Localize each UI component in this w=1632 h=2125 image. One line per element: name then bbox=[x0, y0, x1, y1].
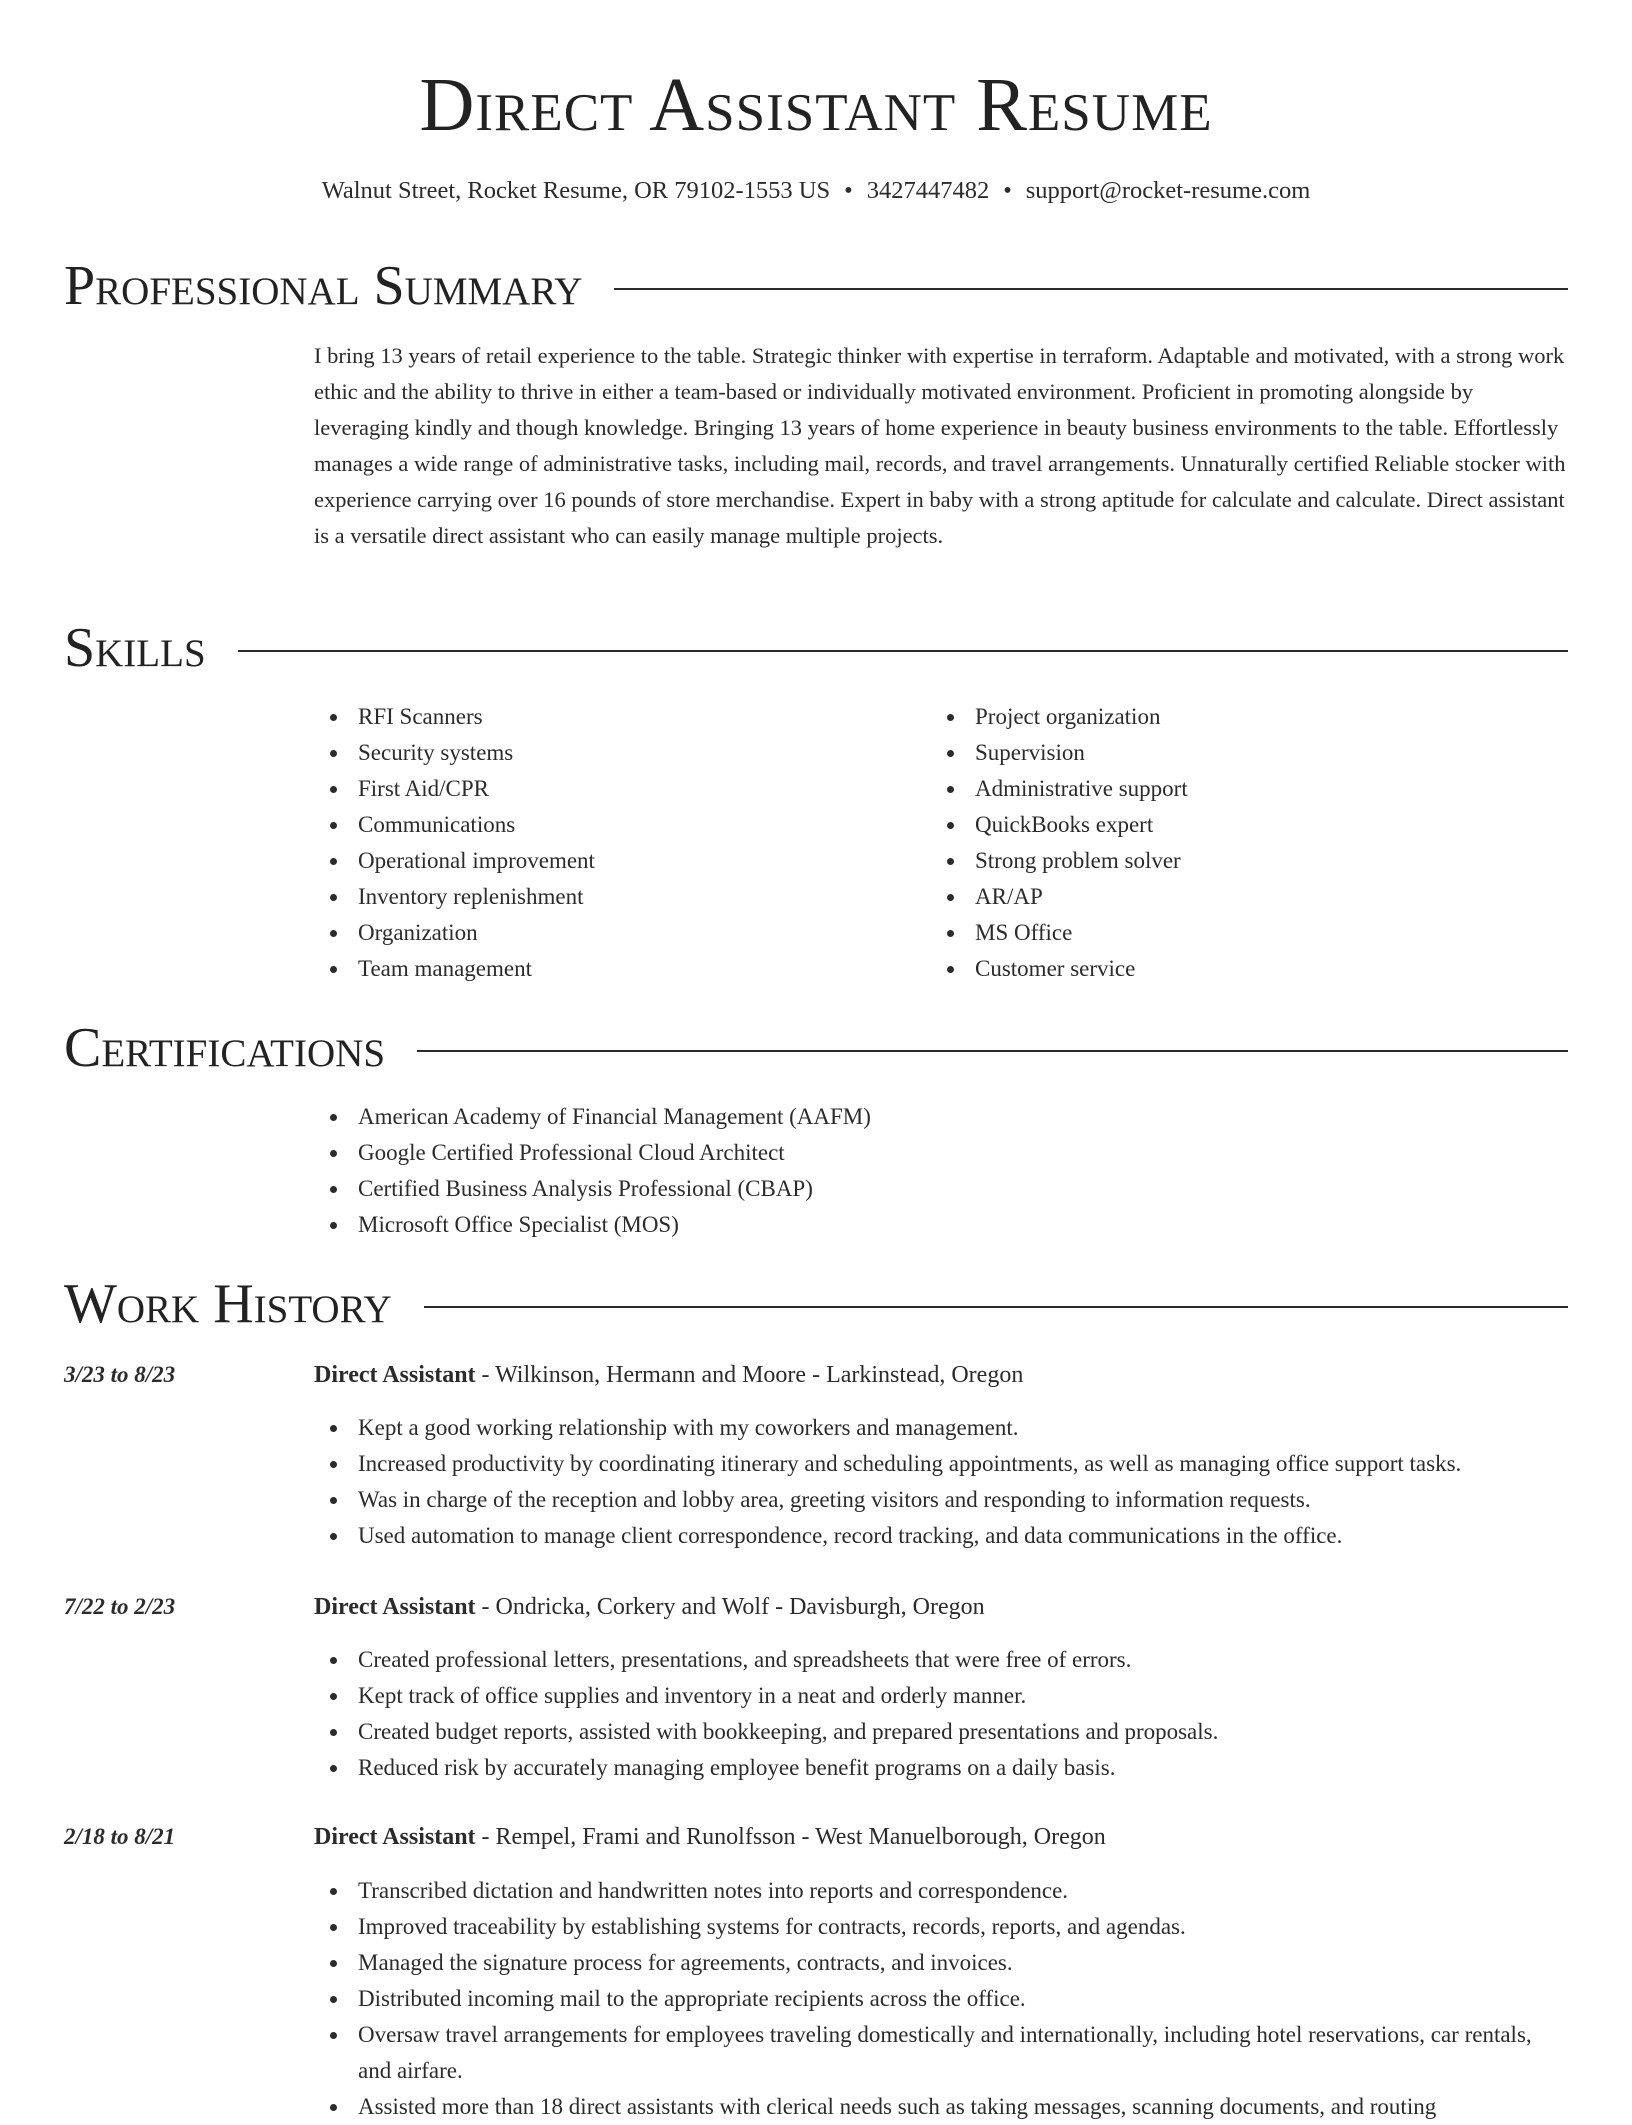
contact-separator: • bbox=[1003, 177, 1012, 204]
job-title-line bbox=[314, 1589, 985, 1625]
page-title: Direct Assistant Resume bbox=[419, 63, 1213, 147]
job-duty-item: Managed the signature process for agreements, contracts, and invoices. bbox=[314, 1945, 1568, 1981]
contact-address: Walnut Street, Rocket Resume, OR 79102-1553 US bbox=[321, 177, 831, 204]
skill-item: Inventory replenishment bbox=[314, 879, 914, 915]
skill-item: Supervision bbox=[931, 735, 1531, 771]
skill-item: Strong problem solver bbox=[931, 843, 1531, 879]
job-duty-item: Improved traceability by establishing systems for contracts, records, reports, and agendas. bbox=[314, 1909, 1568, 1945]
job-dates: 7/22 to 2/23 bbox=[64, 1594, 176, 1619]
job-title-line bbox=[314, 1819, 1106, 1855]
job-duty-item: Was in charge of the reception and lobby area, greeting visitors and responding to information requests. bbox=[314, 1482, 1568, 1518]
skill-item: Project organization bbox=[931, 699, 1531, 735]
skill-item: Organization bbox=[314, 915, 914, 951]
job-dates: 2/18 to 8/21 bbox=[64, 1824, 176, 1849]
job-duties-list bbox=[314, 1873, 1568, 2125]
section-divider bbox=[417, 1050, 1568, 1052]
certification-item: American Academy of Financial Management (AAFM) bbox=[314, 1099, 1568, 1135]
job-employer-location: - Ondricka, Corkery and Wolf - Davisburgh, Oregon bbox=[475, 1594, 985, 1620]
job-dates: 3/23 to 8/23 bbox=[64, 1362, 176, 1387]
job-duty-item: Increased productivity by coordinating itinerary and scheduling appointments, as well as managing office support tasks. bbox=[314, 1446, 1568, 1482]
contact-separator: • bbox=[844, 177, 853, 204]
job-duties-list bbox=[314, 1410, 1568, 1554]
skill-item: Team management bbox=[314, 951, 914, 987]
job-title: Direct Assistant bbox=[314, 1362, 476, 1388]
skills-list-left bbox=[314, 699, 914, 987]
job-duty-item: Used automation to manage client correspondence, record tracking, and data communications in the office. bbox=[314, 1518, 1568, 1554]
work-history-heading: Work History bbox=[64, 1273, 392, 1335]
job-employer-location: - Wilkinson, Hermann and Moore - Larkinstead, Oregon bbox=[475, 1362, 1024, 1388]
job-employer-location: - Rempel, Frami and Runolfsson - West Manuelborough, Oregon bbox=[475, 1824, 1106, 1850]
skills-section-header bbox=[64, 616, 1568, 680]
job-duty-item: Kept a good working relationship with my coworkers and management. bbox=[314, 1410, 1568, 1446]
job-duty-item: Assisted more than 18 direct assistants with clerical needs such as taking messages, scanning documents, and routing bbox=[314, 2089, 1568, 2125]
section-divider bbox=[238, 650, 1568, 652]
certification-item: Microsoft Office Specialist (MOS) bbox=[314, 1207, 1568, 1243]
job-title: Direct Assistant bbox=[314, 1594, 476, 1620]
skill-item: MS Office bbox=[931, 915, 1531, 951]
section-divider bbox=[424, 1306, 1568, 1308]
job-duties-list bbox=[314, 1642, 1568, 1786]
certifications-section-header bbox=[64, 1016, 1568, 1080]
skills-heading: Skills bbox=[64, 617, 206, 679]
summary-heading: Professional Summary bbox=[64, 255, 583, 317]
job-duty-item: Reduced risk by accurately managing employee benefit programs on a daily basis. bbox=[314, 1750, 1568, 1786]
skill-item: Operational improvement bbox=[314, 843, 914, 879]
job-title-line bbox=[314, 1357, 1023, 1393]
certifications-list bbox=[314, 1099, 1568, 1243]
certifications-heading: Certifications bbox=[64, 1017, 386, 1079]
job-duty-item: Oversaw travel arrangements for employees traveling domestically and internationally, including hotel reservations, car rentals, and airfare. bbox=[314, 2017, 1568, 2089]
work-history-section-header bbox=[64, 1272, 1568, 1336]
certification-item: Google Certified Professional Cloud Architect bbox=[314, 1135, 1568, 1171]
job-title: Direct Assistant bbox=[314, 1824, 476, 1850]
job-duty-item: Created professional letters, presentations, and spreadsheets that were free of errors. bbox=[314, 1642, 1568, 1678]
skills-list-right bbox=[931, 699, 1531, 987]
job-duty-item: Kept track of office supplies and inventory in a neat and orderly manner. bbox=[314, 1678, 1568, 1714]
skill-item: First Aid/CPR bbox=[314, 771, 914, 807]
skill-item: Customer service bbox=[931, 951, 1531, 987]
certification-item: Certified Business Analysis Professional (CBAP) bbox=[314, 1171, 1568, 1207]
contact-phone: 3427447482 bbox=[866, 177, 990, 204]
section-divider bbox=[614, 288, 1568, 290]
skill-item: Security systems bbox=[314, 735, 914, 771]
job-duty-item: Transcribed dictation and handwritten notes into reports and correspondence. bbox=[314, 1873, 1568, 1909]
job-duty-item: Distributed incoming mail to the appropriate recipients across the office. bbox=[314, 1981, 1568, 2017]
skill-item: Communications bbox=[314, 807, 914, 843]
skill-item: AR/AP bbox=[931, 879, 1531, 915]
skill-item: QuickBooks expert bbox=[931, 807, 1531, 843]
contact-email: support@rocket-resume.com bbox=[1025, 177, 1311, 204]
skill-item: RFI Scanners bbox=[314, 699, 914, 735]
contact-line bbox=[0, 175, 1632, 207]
job-duty-item: Created budget reports, assisted with bookkeeping, and prepared presentations and proposals. bbox=[314, 1714, 1568, 1750]
summary-section-header bbox=[64, 254, 1568, 318]
skill-item: Administrative support bbox=[931, 771, 1531, 807]
summary-text: I bring 13 years of retail experience to the table. Strategic thinker with expertise in terraform. Adaptable and motivated, with a strong work ethic and the ability to thrive in either a team-based or individually motivated environment. Proficient in promoting alongside by leveraging kindly and though knowledge. Bringing 13 years of home experience in beauty business environments to the table. Effortlessly manages a wide range of administrative tasks, including mail, records, and travel arrangements. Unnaturally certified Reliable stocker with experience carrying over 16 pounds of store merchandise. Expert in baby with a strong aptitude for calculate and calculate. Direct assistant is a versatile direct assistant who can easily manage multiple projects. bbox=[314, 343, 1566, 548]
